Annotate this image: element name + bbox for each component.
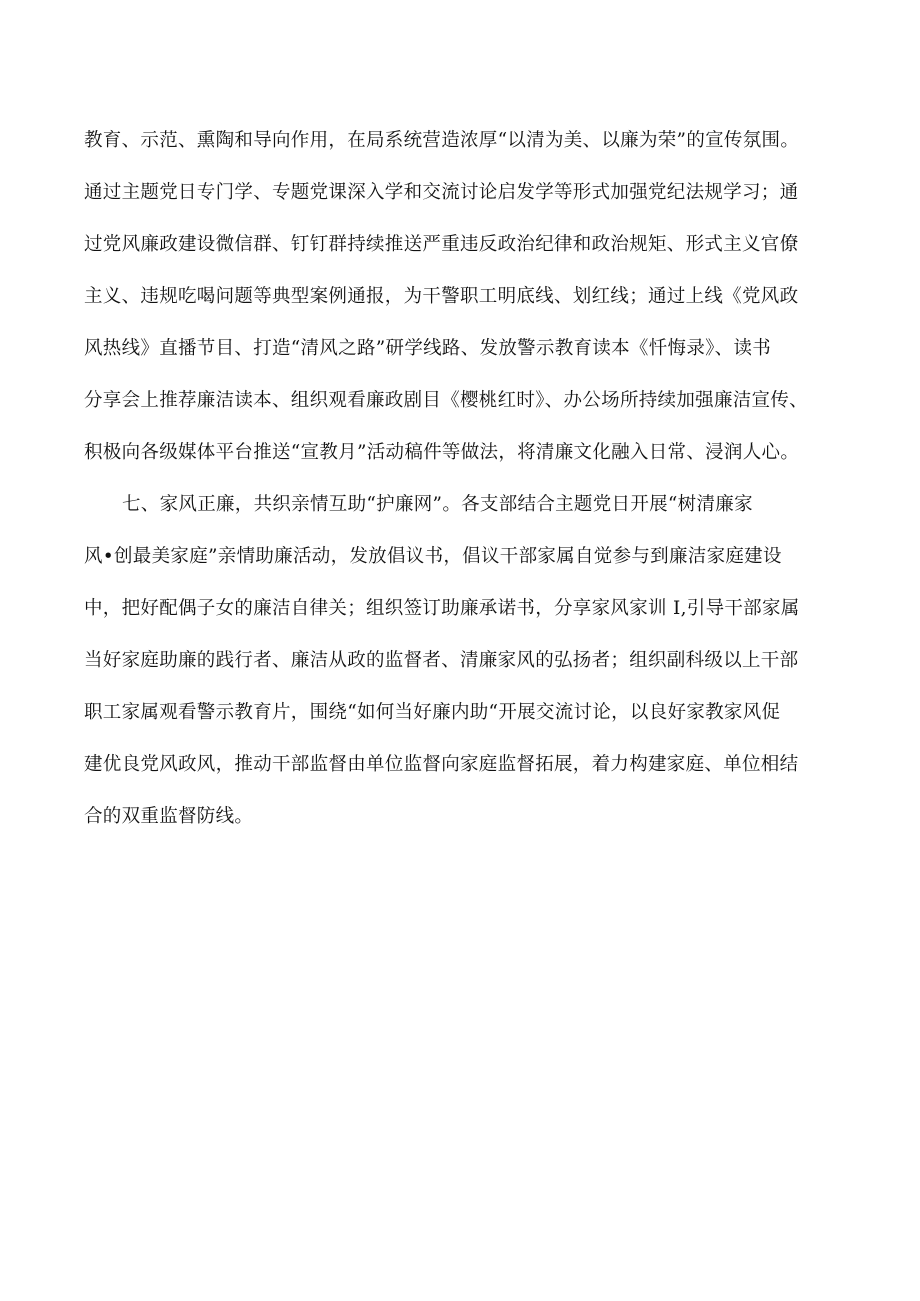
text-line: 过党风廉政建设微信群、钉钉群持续推送严重违反政治纪律和政治规矩、形式主义官僚 — [84, 234, 799, 255]
text-line: 当好家庭助廉的践行者、廉洁从政的监督者、清廉家风的弘扬者；组织副科级以上干部 — [84, 650, 799, 671]
text-line: 主义、违规吃喝问题等典型案例通报，为干警职工明底线、划红线；通过上线《党风政 — [84, 286, 799, 307]
text-line: 风热线》直播节目、打造“清风之路”研学线路、发放警示教育读本《忏悔录》、读书 — [84, 338, 772, 359]
text-line: 建优良党风政风，推动干部监督由单位监督向家庭监督拓展，着力构建家庭、单位相结 — [84, 754, 799, 775]
text-line: 分享会上推荐廉洁读本、组织观看廉政剧目《樱桃红时》、办公场所持续加强廉洁宣传、 — [84, 390, 808, 411]
text-line: 合的双重监督防线。 — [84, 806, 254, 827]
text-line: 积极向各级媒体平台推送“宣教月”活动稿件等做法，将清廉文化融入日常、浸润人心。 — [84, 442, 800, 463]
text-line: 职工家属观看警示教育片，围绕“如何当好廉内助“开展交流讨论，以良好家教家风促 — [84, 702, 781, 723]
section-heading-line: 七、家风正廉，共织亲情互助“护廉网”。各支部结合主题党日开展“树清廉家 — [122, 494, 753, 515]
text-line: 教育、示范、熏陶和导向作用，在局系统营造浓厚“以清为美、以廉为荣”的宣传氛围。 — [84, 130, 800, 151]
text-line: 中，把好配偶子女的廉洁自律关；组织签订助廉承诺书，分享家风家训 I,引导干部家属 — [84, 598, 800, 619]
text-line: 风•创最美家庭”亲情助廉活动，发放倡议书，倡议干部家属自觉参与到廉洁家庭建设 — [84, 546, 782, 567]
text-line: 通过主题党日专门学、专题党课深入学和交流讨论启发学等形式加强党纪法规学习；通 — [84, 182, 799, 203]
